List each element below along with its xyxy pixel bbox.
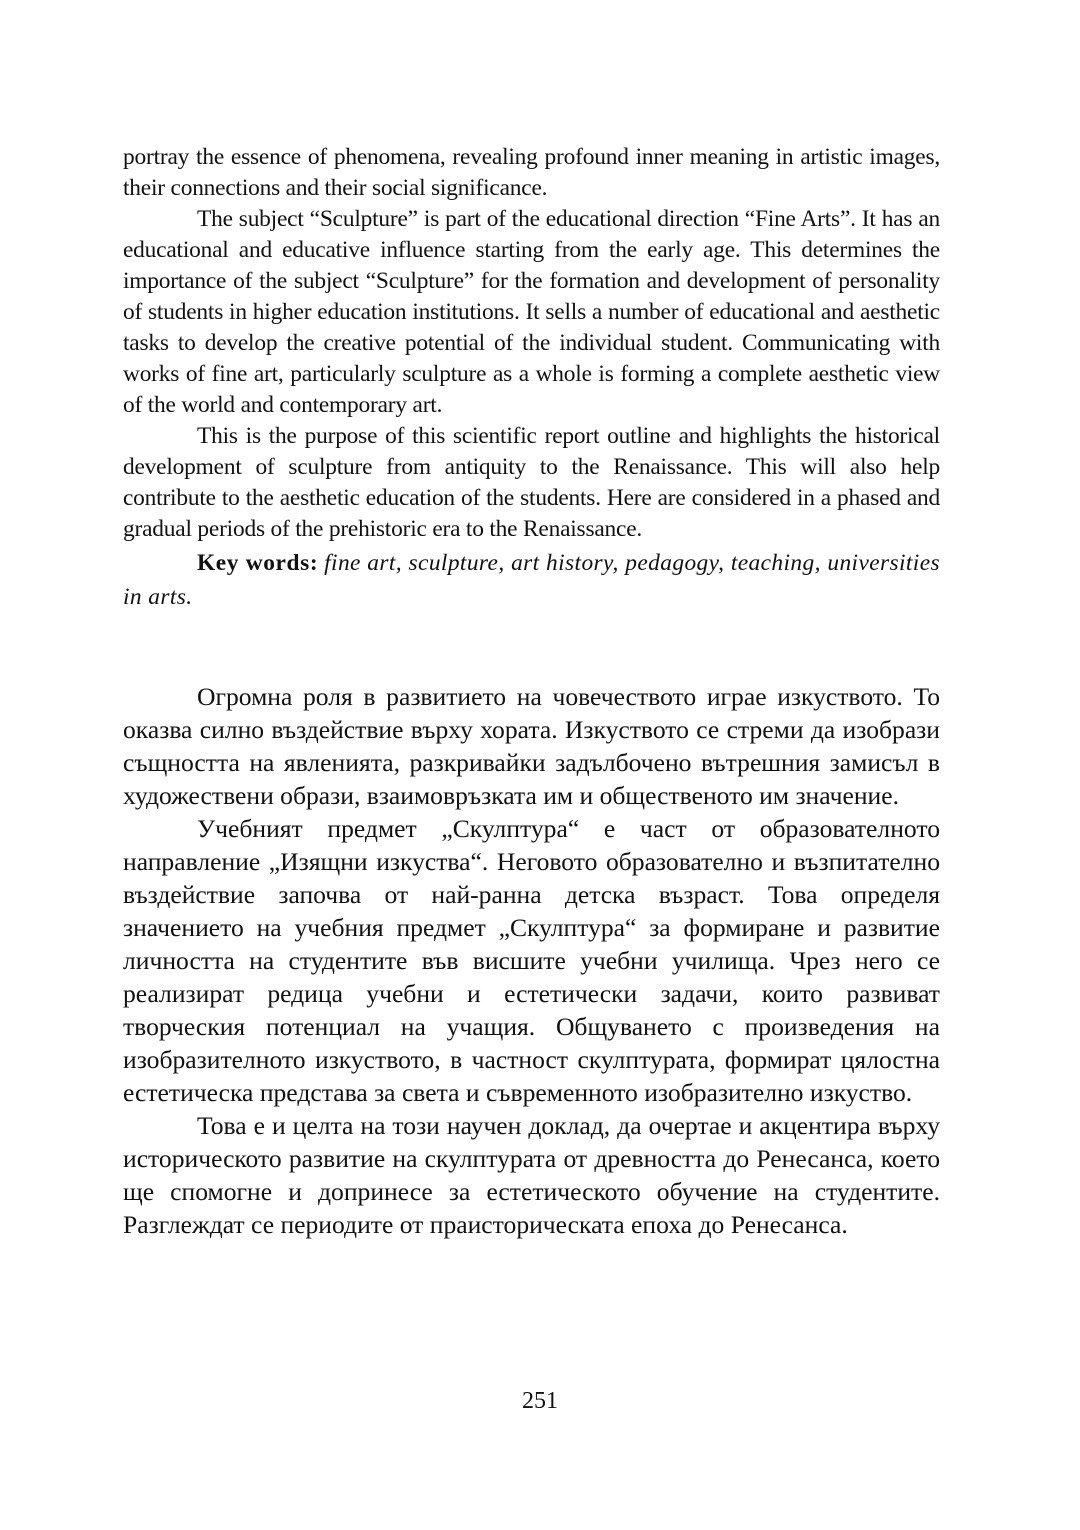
abstract-paragraph-3: This is the purpose of this scientific report outline and highlights the historical development of sculpture from antiquity to the Renaissance. This will also help contribute to the aesthetic education of the students. Here are considered in a phased and gradual periods of the prehistoric era to the Renaissance.	[123, 423, 940, 542]
abstract-paragraph-2: The subject “Sculpture” is part of the educational direction “Fine Arts”. It has an educational and educative influence starting from the early age. This determines the importance of the subject “Sculpture” for the formation and development of personality of students in higher education institutions. It sells a number of educational and aesthetic tasks to develop the creative potential of the individual student. Communicating with works of fine art, particularly sculpture as a whole is forming a complete aesthetic view of the world and contemporary art.	[123, 206, 940, 418]
keywords-label: Key words:	[197, 550, 319, 576]
english-abstract	[123, 142, 940, 614]
keywords	[123, 546, 940, 614]
abstract-paragraph-1: portray the essence of phenomena, revealing profound inner meaning in artistic images, their connections and their social significance.	[123, 144, 940, 201]
page-number: 251	[522, 1388, 558, 1414]
body-paragraph-1: Огромна роля в развитието на човечеството играе изкуството. То оказва силно въздействие върху хората. Изкуството се стреми да изобрази същността на явленията, разкривайки задълбочено вътрешния замисъл в художествени образи, взаимовръзката им и общественото им значение.	[123, 682, 940, 810]
body-paragraph-3: Това е и целта на този научен доклад, да очертае и акцентира върху историческото развитие на скулптурата от древността до Ренесанса, което ще спомогне и допринесе за естетическото обучение на студентите. Разглеждат се периодите от праисторическата епоха до Ренесанса.	[123, 1111, 940, 1239]
page-body	[123, 142, 940, 1241]
keywords-text: fine art, sculpture, art history, pedagogy, teaching, universities in arts.	[123, 550, 940, 610]
bulgarian-body	[123, 680, 940, 1241]
body-paragraph-2: Учебният предмет „Скулптура“ е част от образователното направление „Изящни изкуства“. Неговото образователно и възпитателно въздействие започва от най-ранна детска възраст. Това определя значението на учебния предмет „Скулптура“ за формиране и развитие личността на студентите във висшите учебни училища. Чрез него се реализират редица учебни и естетически задачи, които развиват творческия потенциал на учащия. Общуването с произведения на изобразителното изкуството, в частност скулптурата, формират цялостна естетическа представа за света и съвременното изобразително изкуство.	[123, 814, 940, 1107]
